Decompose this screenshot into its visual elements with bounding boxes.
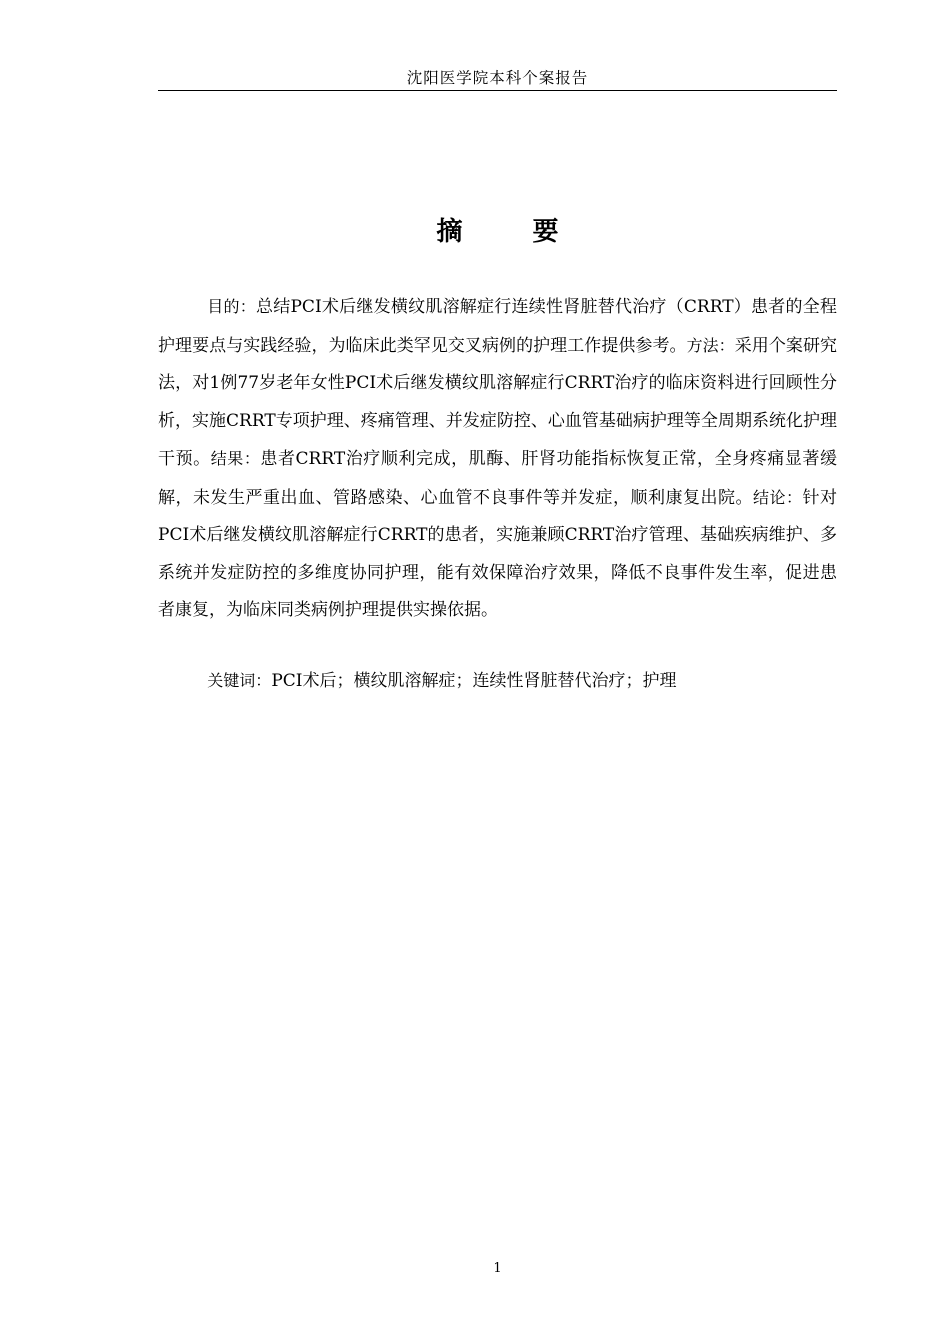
- page-number: 1: [493, 1261, 502, 1276]
- keywords-label: 关键词：: [207, 671, 272, 690]
- method-text: 采用个案研究法，对1例77岁老年女性PCI术后继发横纹肌溶解症行CRRT治疗的临床资料进行回顾性分析，实施CRRT专项护理、疼痛管理、并发症防控、心血管基础病护理等全周期系统化护理干预。: [158, 335, 837, 469]
- result-label: 结果：: [210, 449, 261, 468]
- method-label: 方法：: [686, 335, 735, 355]
- purpose-label: 目的：: [207, 297, 257, 316]
- page-title: 摘 要: [436, 217, 581, 247]
- keywords-line: [158, 662, 837, 701]
- keywords-text: PCI术后；横纹肌溶解症；连续性肾脏替代治疗；护理: [271, 671, 677, 691]
- abstract-paragraph: [158, 288, 837, 630]
- conclusion-label: 结论：: [753, 487, 803, 507]
- result-text: 患者CRRT治疗顺利完成，肌酶、肝肾功能指标恢复正常，全身疼痛显著缓解，未发生严重出血、管路感染、心血管不良事件等并发症，顺利康复出院。: [158, 449, 837, 508]
- conclusion-text: 针对PCI术后继发横纹肌溶解症行CRRT的患者，实施兼顾CRRT治疗管理、基础疾病维护、多系统并发症防控的多维度协同护理，能有效保障治疗效果，降低不良事件发生率，促进患者康复，为临床同类病例护理提供实操依据。: [158, 487, 837, 620]
- header-text: 沈阳医学院本科个案报告: [406, 69, 589, 87]
- page-header: [158, 66, 837, 91]
- purpose-text: 总结PCI术后继发横纹肌溶解症行连续性肾脏替代治疗（CRRT）患者的全程护理要点与实践经验，为临床此类罕见交叉病例的护理工作提供参考。: [158, 297, 837, 356]
